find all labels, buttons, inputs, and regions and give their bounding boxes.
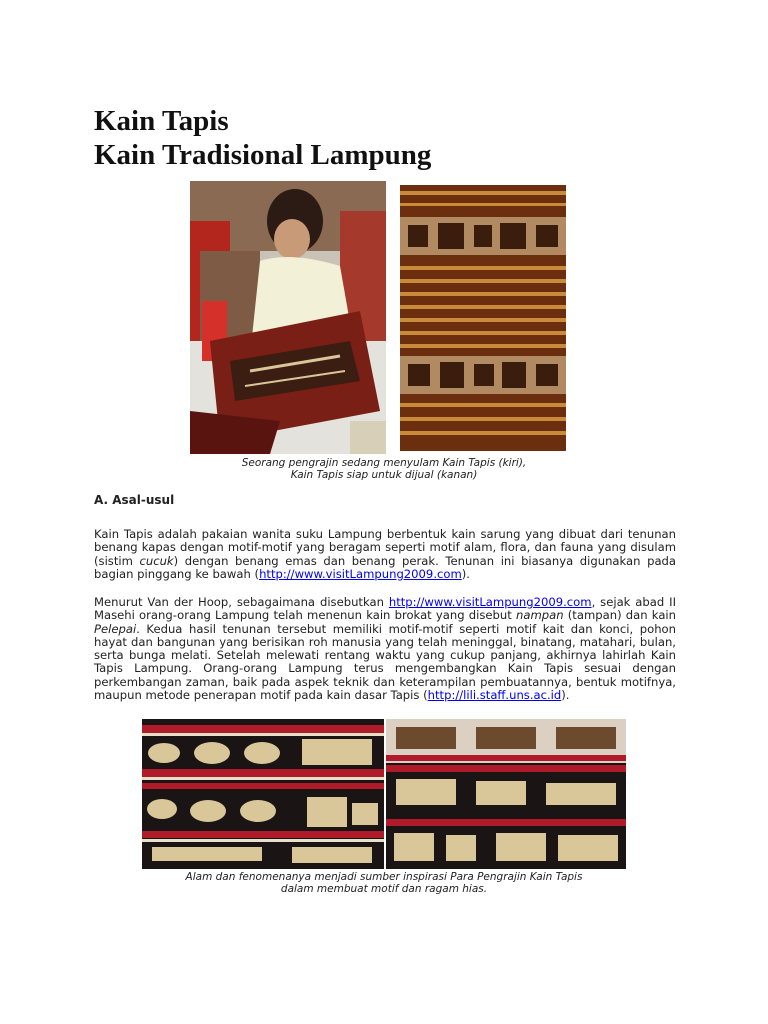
- figure-2-caption-line-2: dalam membuat motif dan ragam hias.: [280, 883, 488, 895]
- p2-text-4: . Kedua hasil tenunan tersebut memiliki motif-motif seperti motif kait dan konci, pohon hayat dan bangunan yang berisikan roh manusia yang telah meninggal, binatang, matahari, bulan, serta bunga melati. Setelah melewati rentang waktu yang cukup panjang, akhirnya lahirlah Kain Tapis Lampung. Orang-orang Lampung terus mengembangkan Kain Tapis sesuai dengan perkembangan zaman, baik pada aspek teknik dan keterampilan pembuatannya, bentuk motifnya, maupun metode penerapan motif pada kain dasar Tapis (: [94, 621, 676, 703]
- p1-emphasis-cucuk: cucuk: [139, 553, 174, 568]
- p1-text-1: Kain Tapis adalah pakaian wanita suku Lampung berbentuk kain sarung yang dibuat dari tenunan benang kapas dengan motif-motif yang beragam seperti motif alam, flora, dan fauna yang disulam (sistim: [94, 527, 676, 568]
- tapis-cloth-photo: [388, 181, 578, 454]
- p1-text-3: ).: [461, 566, 470, 581]
- artisan-photo: [190, 181, 386, 454]
- page-title: [94, 104, 431, 172]
- elephant-motif-photo: [142, 719, 384, 869]
- title-line-2: Kain Tradisional Lampung: [94, 139, 432, 171]
- p2-text-3: (tampan) dan kain: [563, 608, 676, 623]
- p2-text-2: , sejak abad II Masehi orang-orang Lampung telah menenun kain brokat yang disebut: [94, 595, 676, 623]
- figure-1-caption-line-2: Kain Tapis siap untuk dijual (kanan): [290, 469, 478, 481]
- p2-text-1: Menurut Van der Hoop, sebagaimana disebutkan: [94, 595, 389, 609]
- paragraph-2: [94, 596, 676, 702]
- p1-text-2: ) dengan benang emas dan benang perak. Tenunan ini biasanya digunakan pada bagian pinggang ke bawah (: [94, 553, 677, 581]
- p2-link-visitlampung[interactable]: http://www.visitLampung2009.com: [388, 595, 592, 609]
- figure-1-caption-line-1: Seorang pengrajin sedang menyulam Kain Tapis (kiri),: [241, 457, 527, 469]
- house-motif-photo: [386, 719, 626, 869]
- section-heading: A. Asal-usul: [94, 493, 175, 507]
- figure-1-caption: [94, 457, 674, 481]
- figure-2-caption-line-1: Alam dan fenomenanya menjadi sumber inspirasi Para Pengrajin Kain Tapis: [185, 871, 583, 883]
- p2-link-lili-staff[interactable]: http://lili.staff.uns.ac.id: [427, 688, 562, 703]
- figure-2-caption: [94, 871, 674, 895]
- paragraph-1: [94, 528, 676, 581]
- p2-text-5: ).: [561, 688, 570, 703]
- p2-emphasis-nampan: nampan: [516, 608, 564, 623]
- p1-link-visitlampung[interactable]: http://www.visitLampung2009.com: [259, 566, 462, 581]
- title-line-1: Kain Tapis: [94, 105, 229, 137]
- p2-emphasis-pelepai: Pelepai: [94, 621, 137, 636]
